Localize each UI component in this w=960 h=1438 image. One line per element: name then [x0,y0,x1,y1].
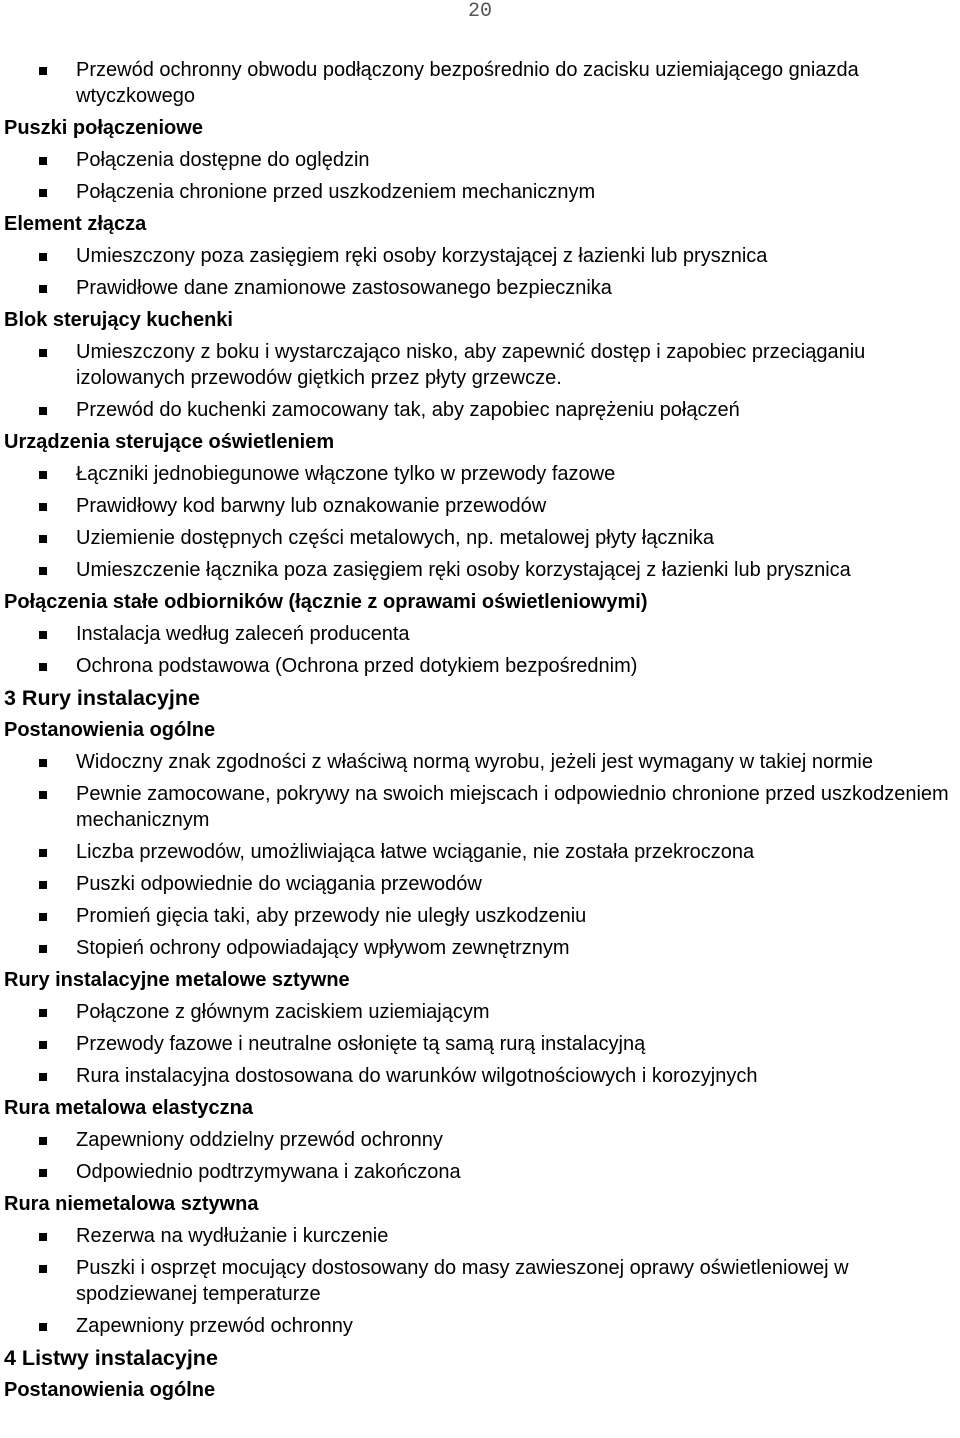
square-bullet-icon [39,1169,47,1177]
bullet-item-text: Stopień ochrony odpowiadający wpływom zewnętrznym [76,937,570,959]
square-bullet-icon [39,1137,47,1145]
square-bullet-icon [39,1323,47,1331]
square-bullet-icon [39,913,47,921]
bullet-item-text: Połączenia dostępne do oględzin [76,149,370,171]
bullet-item [4,871,956,897]
bullet-item [4,179,956,205]
page-number: 20 [468,0,493,23]
bullet-item-text: Promień gięcia taki, aby przewody nie uległy uszkodzeniu [76,905,587,927]
subsection-heading: Rura metalowa elastyczna [4,1097,253,1119]
bullet-item [4,621,956,647]
bullet-item-text: Przewody fazowe i neutralne osłonięte tą samą rurą instalacyjną [76,1033,646,1055]
bullet-item-text: Prawidłowy kod barwny lub oznakowanie przewodów [76,495,547,517]
subsection-heading: Element złącza [4,213,147,235]
square-bullet-icon [39,759,47,767]
square-bullet-icon [39,1073,47,1081]
square-bullet-icon [39,663,47,671]
bullet-item [4,1063,956,1089]
bullet-item-text: Zapewniony przewód ochronny [76,1315,353,1337]
bullet-item-text: Puszki i osprzęt mocujący dostosowany do masy zawieszonej oprawy oświetleniowej w spodziewanej temperaturze [76,1257,849,1305]
bullet-item [4,653,956,679]
bullet-item-text: Liczba przewodów, umożliwiająca łatwe wciąganie, nie została przekroczona [76,841,755,863]
bullet-item [4,397,956,423]
square-bullet-icon [39,849,47,857]
subsection-heading: Blok sterujący kuchenki [4,309,233,331]
bullet-item [4,557,956,583]
subsection-heading: Puszki połączeniowe [4,117,203,139]
bullet-item [4,275,956,301]
section-heading: 3 Rury instalacyjne [4,686,200,710]
document-body [4,57,956,1409]
bullet-item [4,1031,956,1057]
subsection-heading: Postanowienia ogólne [4,1379,216,1401]
square-bullet-icon [39,471,47,479]
subsection-heading: Urządzenia sterujące oświetleniem [4,431,335,453]
square-bullet-icon [39,67,47,75]
bullet-item [4,339,956,391]
bullet-item [4,781,956,833]
bullet-item-text: Instalacja według zaleceń producenta [76,623,410,645]
bullet-item [4,749,956,775]
subsection-heading: Rura niemetalowa sztywna [4,1193,259,1215]
square-bullet-icon [39,189,47,197]
square-bullet-icon [39,631,47,639]
bullet-item-text: Umieszczony z boku i wystarczająco nisko, aby zapewnić dostęp i zapobiec przeciąganiu izolowanych przewodów giętkich przez płyty grzewcze. [76,341,866,389]
square-bullet-icon [39,567,47,575]
bullet-item-text: Połączenia chronione przed uszkodzeniem mechanicznym [76,181,596,203]
bullet-item-text: Rezerwa na wydłużanie i kurczenie [76,1225,389,1247]
square-bullet-icon [39,945,47,953]
square-bullet-icon [39,503,47,511]
bullet-item [4,493,956,519]
bullet-item [4,1255,956,1307]
subsection-heading: Rury instalacyjne metalowe sztywne [4,969,350,991]
bullet-item [4,1313,956,1339]
bullet-item-text: Widoczny znak zgodności z właściwą normą wyrobu, jeżeli jest wymagany w takiej normie [76,751,873,773]
subsection-heading: Połączenia stałe odbiorników (łącznie z oprawami oświetleniowymi) [4,591,648,613]
bullet-item [4,525,956,551]
bullet-item-text: Przewód ochronny obwodu podłączony bezpośrednio do zacisku uziemiającego gniazda wtyczkowego [76,59,859,107]
bullet-item-text: Rura instalacyjna dostosowana do warunków wilgotnościowych i korozyjnych [76,1065,758,1087]
bullet-item-text: Uziemienie dostępnych części metalowych, np. metalowej płyty łącznika [76,527,715,549]
bullet-item [4,243,956,269]
bullet-item [4,147,956,173]
square-bullet-icon [39,1041,47,1049]
bullet-item [4,999,956,1025]
square-bullet-icon [39,535,47,543]
bullet-item [4,839,956,865]
bullet-item-text: Umieszczenie łącznika poza zasięgiem ręki osoby korzystającej z łazienki lub prysznica [76,559,851,581]
square-bullet-icon [39,1009,47,1017]
square-bullet-icon [39,881,47,889]
square-bullet-icon [39,791,47,799]
bullet-item-text: Zapewniony oddzielny przewód ochronny [76,1129,443,1151]
square-bullet-icon [39,157,47,165]
bullet-item-text: Puszki odpowiednie do wciągania przewodów [76,873,482,895]
bullet-item-text: Prawidłowe dane znamionowe zastosowanego bezpiecznika [76,277,612,299]
bullet-item-text: Przewód do kuchenki zamocowany tak, aby zapobiec naprężeniu połączeń [76,399,740,421]
bullet-item-text: Połączone z głównym zaciskiem uziemiającym [76,1001,490,1023]
bullet-item [4,1127,956,1153]
bullet-item-text: Odpowiednio podtrzymywana i zakończona [76,1161,461,1183]
square-bullet-icon [39,1265,47,1273]
square-bullet-icon [39,407,47,415]
bullet-item [4,903,956,929]
square-bullet-icon [39,253,47,261]
bullet-item-text: Umieszczony poza zasięgiem ręki osoby korzystającej z łazienki lub prysznica [76,245,768,267]
bullet-item [4,935,956,961]
bullet-item-text: Ochrona podstawowa (Ochrona przed dotykiem bezpośrednim) [76,655,638,677]
section-heading: 4 Listwy instalacyjne [4,1346,218,1370]
bullet-item [4,1159,956,1185]
bullet-item-text: Łączniki jednobiegunowe włączone tylko w przewody fazowe [76,463,616,485]
bullet-item-text: Pewnie zamocowane, pokrywy na swoich miejscach i odpowiednio chronione przed uszkodzeniem mechanicznym [76,783,949,831]
square-bullet-icon [39,1233,47,1241]
bullet-item [4,1223,956,1249]
square-bullet-icon [39,285,47,293]
bullet-item [4,461,956,487]
subsection-heading: Postanowienia ogólne [4,719,216,741]
square-bullet-icon [39,349,47,357]
bullet-item [4,57,956,109]
